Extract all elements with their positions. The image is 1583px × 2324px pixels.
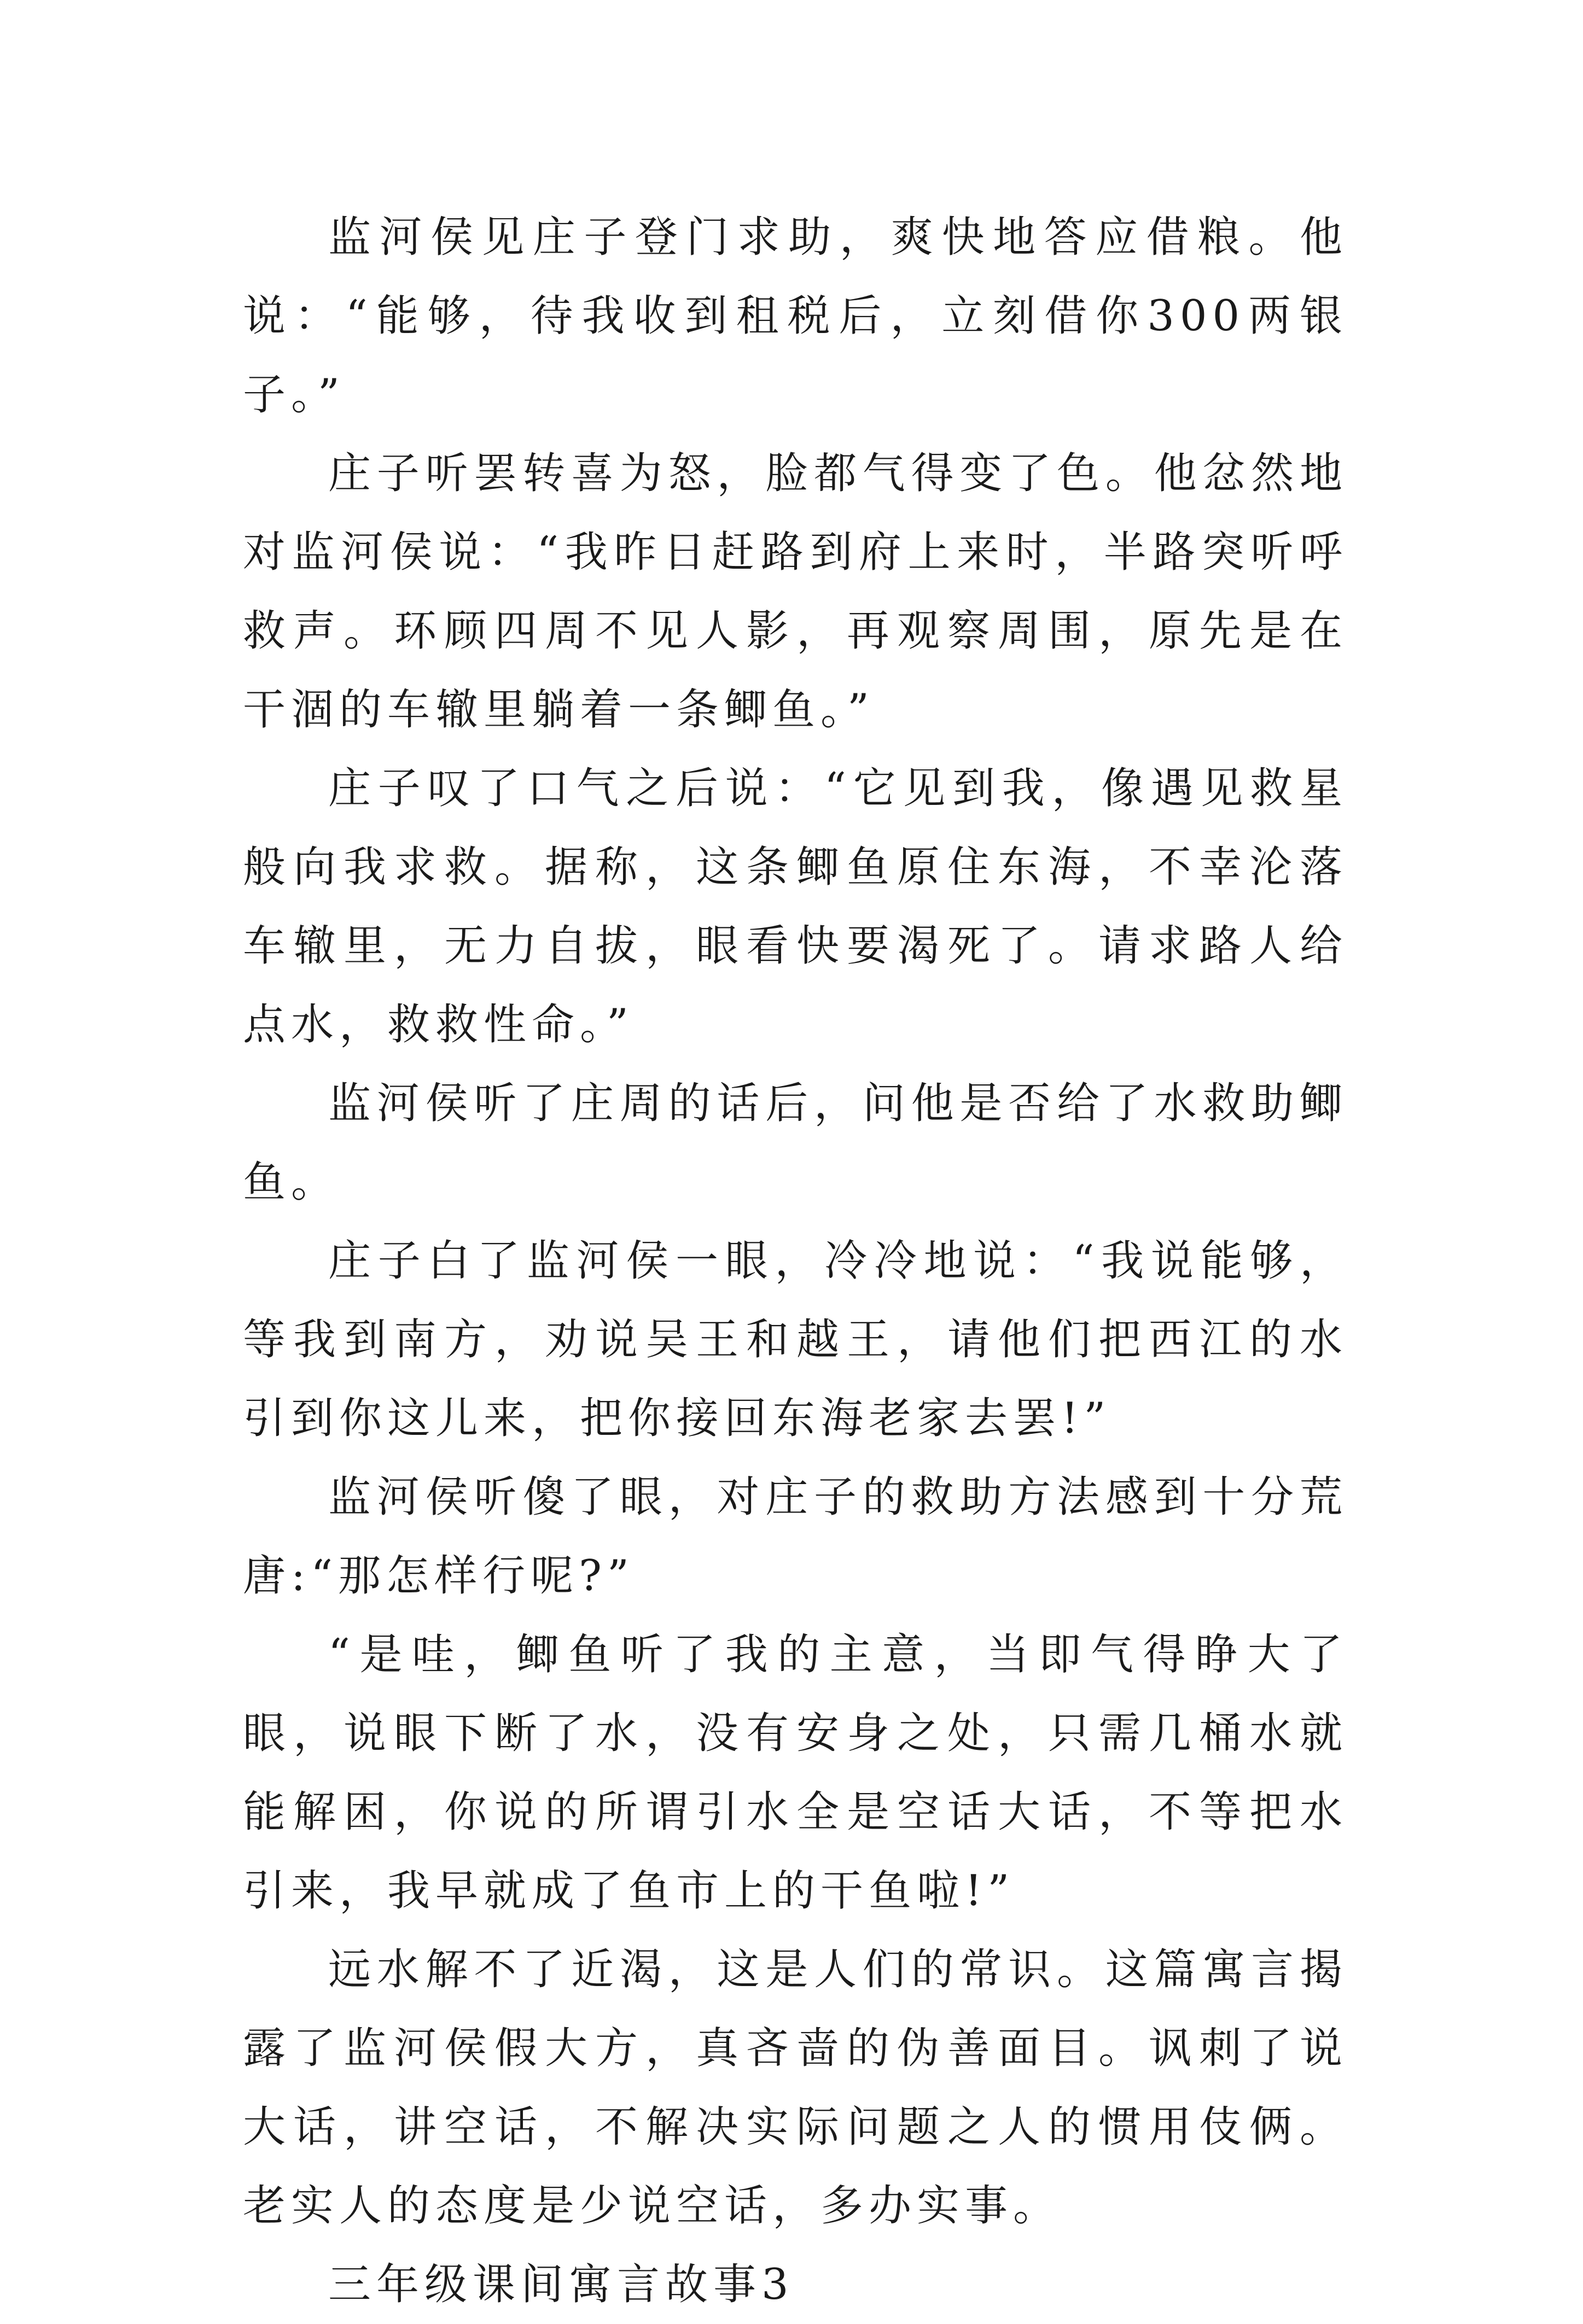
paragraph: 庄子叹了口气之后说：“它见到我，像遇见救星般向我求救。据称，这条鲫鱼原住东海，不幸沦落车辙里，无力自拔，眼看快要渴死了。请求路人给点水，救救性命。”	[243, 764, 1348, 1049]
paragraph: 庄子听罢转喜为怒，脸都气得变了色。他忿然地对监河侯说：“我昨日赶路到府上来时，半路突听呼救声。环顾四周不见人影，再观察周围，原先是在干涸的车辙里躺着一条鲫鱼。”	[243, 449, 1348, 734]
document-body	[243, 198, 1348, 2324]
paragraph: 监河侯见庄子登门求助，爽快地答应借粮。他说：“能够，待我收到租税后，立刻借你300两银子。”	[243, 213, 1348, 419]
paragraph: 监河侯听了庄周的话后，问他是否给了水救助鲫鱼。	[243, 1079, 1348, 1207]
paragraph: 监河侯听傻了眼，对庄子的救助方法感到十分荒唐:“那怎样行呢?”	[243, 1473, 1348, 1601]
section-heading: 三年级课间寓言故事3	[328, 2260, 794, 2309]
paragraph: 远水解不了近渴，这是人们的常识。这篇寓言揭露了监河侯假大方，真吝啬的伪善面目。讽刺了说大话，讲空话，不解决实际问题之人的惯用伎俩。老实人的态度是少说空话，多办实事。	[243, 1945, 1348, 2230]
paragraph: 庄子白了监河侯一眼，冷冷地说：“我说能够，等我到南方，劝说吴王和越王，请他们把西江的水引到你这儿来，把你接回东海老家去罢!”	[243, 1236, 1348, 1443]
paragraph: “是哇，鲫鱼听了我的主意，当即气得睁大了眼，说眼下断了水，没有安身之处，只需几桶水就能解困，你说的所谓引水全是空话大话，不等把水引来，我早就成了鱼市上的干鱼啦!”	[243, 1630, 1348, 1916]
